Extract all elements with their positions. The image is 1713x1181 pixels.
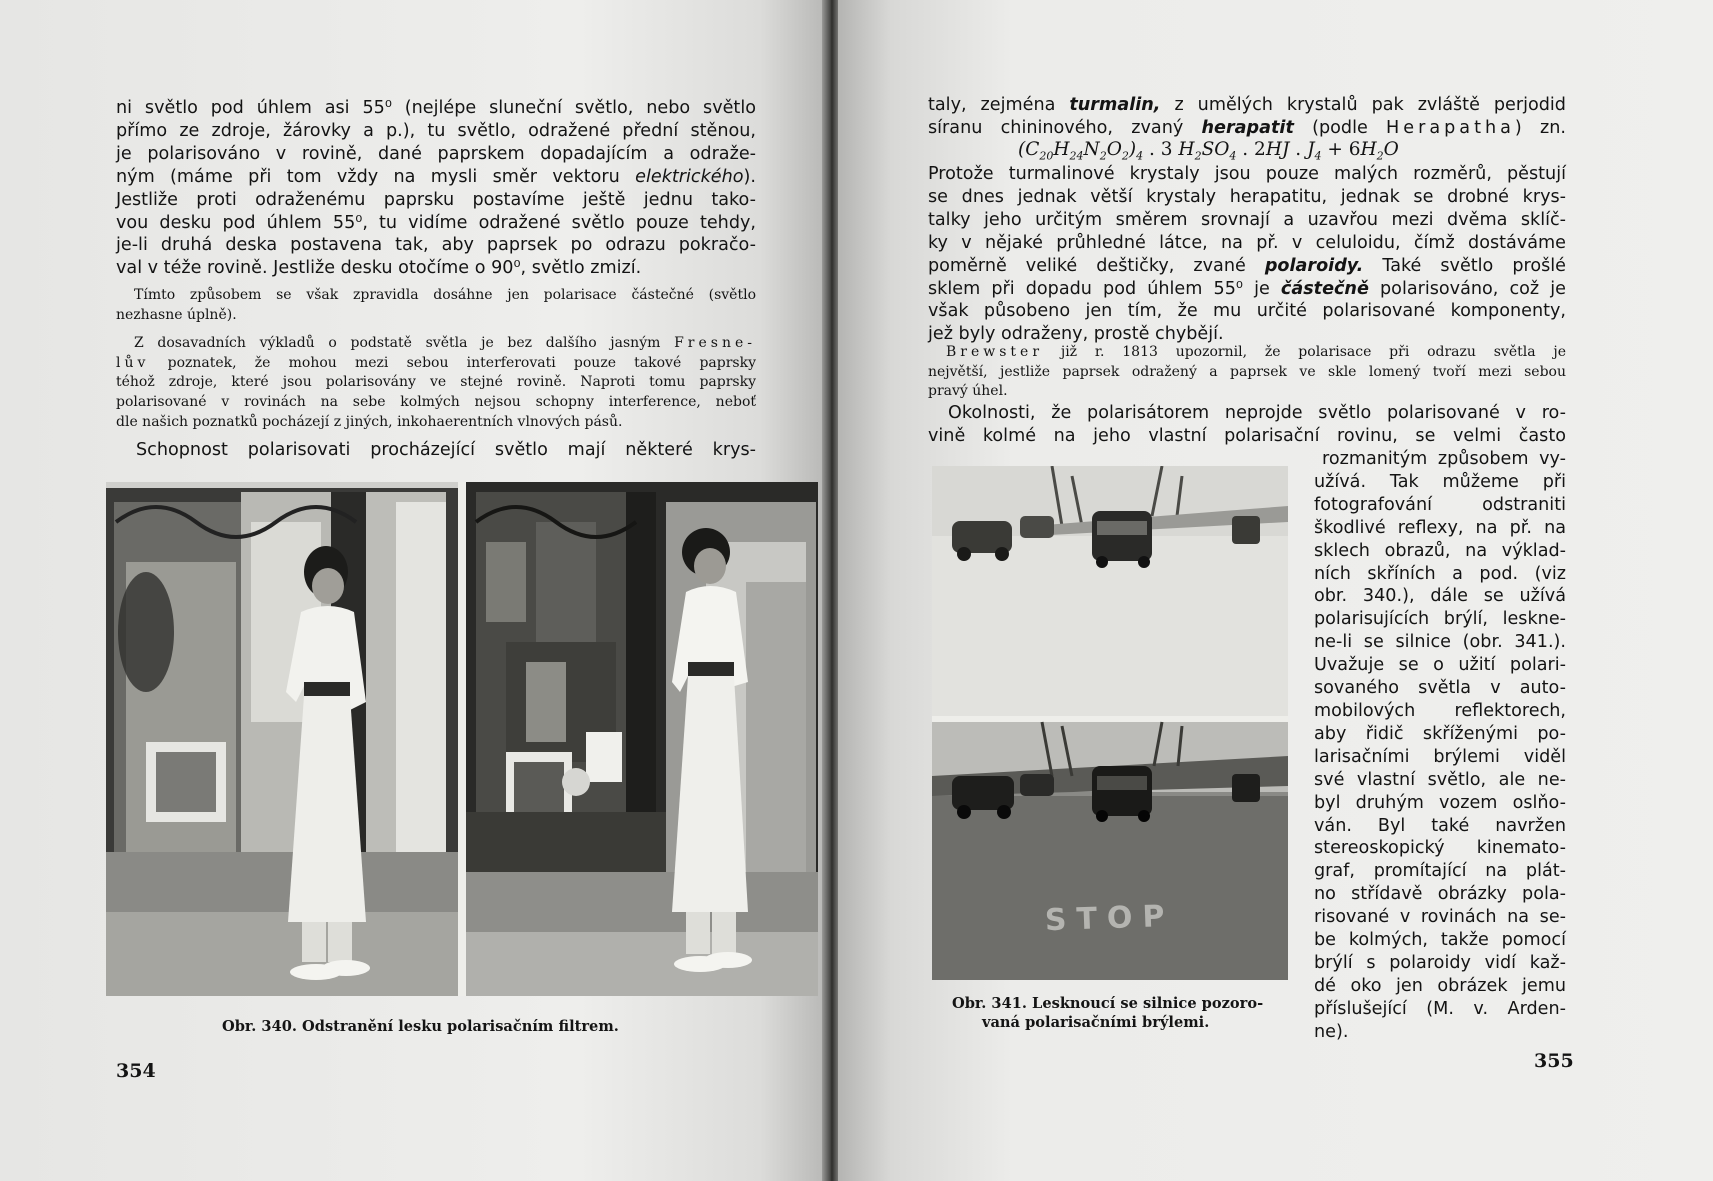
text-line: dé oko jen obrázek jemu bbox=[1314, 975, 1566, 996]
text-line: přímo ze zdroje, žárovky a p.), tu světlo, odražené přední stěnou, bbox=[116, 120, 756, 141]
text-line: škodlivé reflexy, na př. na bbox=[1314, 517, 1566, 538]
text-line: sklech obrazů, na výklad- bbox=[1314, 540, 1566, 561]
caption-line: vaná polarisačními brýlemi. bbox=[982, 1014, 1210, 1031]
text-line: taly, zejména turmalin, z umělých krystalů pak zvláště perjodid bbox=[928, 95, 1566, 115]
shop-window-photo-illustration bbox=[106, 482, 818, 996]
text-line: ván. Byl také navržen bbox=[1314, 815, 1566, 836]
text-line: dle našich poznatků pocházejí z jiných, inkohaerentních vlnových pásů. bbox=[116, 413, 623, 430]
text-line: jež byly odraženy, prostě chybějí. bbox=[928, 324, 1224, 345]
figure-341-photo bbox=[932, 466, 1288, 980]
text-line: sklem při dopadu pod úhlem 55⁰ je částečně polarisováno, což je bbox=[928, 278, 1566, 299]
text-line: největší, jestliže paprsek odražený a paprsek ve skle lomený tvoří mezi sebou bbox=[928, 363, 1566, 380]
right-side-column bbox=[1314, 448, 1566, 1044]
figure-340-caption: Obr. 340. Odstranění lesku polarisačním filtrem. bbox=[222, 1018, 619, 1035]
text-line: obr. 340.), dále se užívá bbox=[1314, 586, 1566, 607]
road-stop-marking: STOP bbox=[1044, 898, 1176, 939]
text-line: be kolmých, takže pomocí bbox=[1314, 930, 1566, 951]
text-line: talky jeho určitým směrem srovnají a uzavřou mezi dvěma sklíč- bbox=[928, 209, 1566, 230]
text-line: je-li druhá deska postavena tak, aby paprsek po odrazu pokračo- bbox=[116, 235, 756, 256]
text-line: ky v nějaké průhledné látce, na př. v celuloidu, čímž dostáváme bbox=[928, 232, 1566, 253]
left-note-partial-polarisation bbox=[116, 286, 756, 325]
text-line: fotografování odstraniti bbox=[1314, 494, 1566, 515]
text-line: Brewster již r. 1813 upozornil, že polarisace při odrazu světla je bbox=[946, 344, 1566, 360]
figure-341-caption bbox=[952, 994, 1263, 1032]
text-line: je polarisováno v rovině, dané paprskem dopadajícím a odraže- bbox=[116, 143, 756, 164]
text-line: ným (máme při tom vždy na mysli směr vektoru elektrického). bbox=[116, 166, 756, 187]
text-line: Protože turmalinové krystaly jsou pouze malých rozměrů, pěstují bbox=[928, 164, 1566, 184]
text-line: larisačními brýlemi viděl bbox=[1314, 746, 1566, 767]
left-paragraph-1 bbox=[116, 97, 756, 280]
text-line: risované v rovinách na se- bbox=[1314, 907, 1566, 928]
text-line: Z dosavadních výkladů o podstatě světla je bez dalšího jasným Fresne- bbox=[134, 335, 756, 351]
left-note-fresnel bbox=[116, 334, 756, 433]
text-line: Schopnost polarisovati procházející světlo mají některé krys- bbox=[136, 440, 756, 460]
text-line: síranu chininového, zvaný herapatit (podle Herapatha) zn. bbox=[928, 117, 1566, 138]
text-line: no střídavě obrázky pola- bbox=[1314, 884, 1566, 905]
page-number-left: 354 bbox=[116, 1060, 156, 1082]
figure-340-photo bbox=[106, 482, 818, 996]
text-line: pravý úhel. bbox=[928, 383, 1008, 400]
text-line: vině kolmé na jeho vlastní polarisační rovinu, se velmi často bbox=[928, 425, 1566, 446]
text-line: ne-li se silnice (obr. 341.). bbox=[1314, 632, 1566, 653]
text-line: Tímto způsobem se však zpravidla dosáhne jen polarisace částečné (světlo bbox=[134, 287, 756, 303]
text-line: val v téže rovině. Jestliže desku otočíme o 90⁰, světlo zmizí. bbox=[116, 258, 642, 279]
right-page bbox=[838, 0, 1713, 1181]
text-line: sovaného světla v auto- bbox=[1314, 678, 1566, 699]
right-note-brewster bbox=[928, 343, 1566, 402]
text-line: poměrně veliké deštičky, zvané polaroidy. Také světlo prošlé bbox=[928, 255, 1566, 276]
text-line: graf, promítající na plát- bbox=[1314, 861, 1566, 882]
text-line: stereoskopický kinemato- bbox=[1314, 838, 1566, 859]
page-number-right: 355 bbox=[1534, 1050, 1574, 1072]
text-line: Okolnosti, že polarisátorem neprojde světlo polarisované v ro- bbox=[948, 403, 1566, 423]
text-line: mobilových reflektorech, bbox=[1314, 700, 1566, 721]
left-page bbox=[0, 0, 826, 1181]
text-line: polarisované v rovinách na sebe kolmých nejsou schopny interference, neboť bbox=[116, 394, 756, 411]
text-line: rozmanitým způsobem vy- bbox=[1322, 449, 1566, 469]
text-line: lův poznatek, že mohou mezi sebou interferovati pouze takové paprsky bbox=[116, 354, 756, 371]
text-line: ne). bbox=[1314, 1021, 1349, 1042]
text-line: užívá. Tak můžeme při bbox=[1314, 471, 1566, 492]
text-line: ni světlo pod úhlem asi 55⁰ (nejlépe sluneční světlo, nebo světlo bbox=[116, 98, 756, 118]
text-line: ních skříních a pod. (viz bbox=[1314, 563, 1566, 584]
right-paragraph-1 bbox=[928, 94, 1566, 140]
caption-line: Obr. 341. Lesknoucí se silnice pozoro- bbox=[952, 995, 1264, 1012]
text-line: Jestliže proti odraženému paprsku postavíme ještě jednu tako- bbox=[116, 189, 756, 210]
text-line: nezhasne úplně). bbox=[116, 306, 237, 323]
text-line: téhož zdroje, které jsou polarisovány ve stejné rovině. Naproti tomu paprsky bbox=[116, 374, 756, 391]
text-line: brýlí s polaroidy vidí kaž- bbox=[1314, 952, 1566, 973]
text-line: Uvažuje se o užití polari- bbox=[1314, 655, 1566, 676]
text-line: však působeno jen tím, že mu určité polarisované komponenty, bbox=[928, 301, 1566, 322]
text-line: příslušející (M. v. Arden- bbox=[1314, 998, 1566, 1019]
right-paragraph-2 bbox=[928, 163, 1566, 346]
road-photo-illustration bbox=[932, 466, 1288, 980]
right-paragraph-4 bbox=[928, 402, 1566, 448]
herapathite-formula: $(C_{20}H_{24}N_2O_2)_4$ . 3 $H_2SO_4$ . 2HJ . $J_4 + 6H_2O$ bbox=[1018, 139, 1399, 163]
left-paragraph-4 bbox=[116, 439, 756, 462]
text-line: své vlastní světlo, ale ne- bbox=[1314, 769, 1566, 790]
text-line: aby řidič skříženými po- bbox=[1314, 723, 1566, 744]
text-line: byl druhým vozem oslňo- bbox=[1314, 792, 1566, 813]
text-line: se dnes jednak větší krystaly herapatitu, jednak se drobné krys- bbox=[928, 186, 1566, 207]
text-line: vou desku pod úhlem 55⁰, tu vidíme odražené světlo pouze tehdy, bbox=[116, 212, 756, 233]
text-line: polarisujících brýlí, leskne- bbox=[1314, 609, 1566, 630]
